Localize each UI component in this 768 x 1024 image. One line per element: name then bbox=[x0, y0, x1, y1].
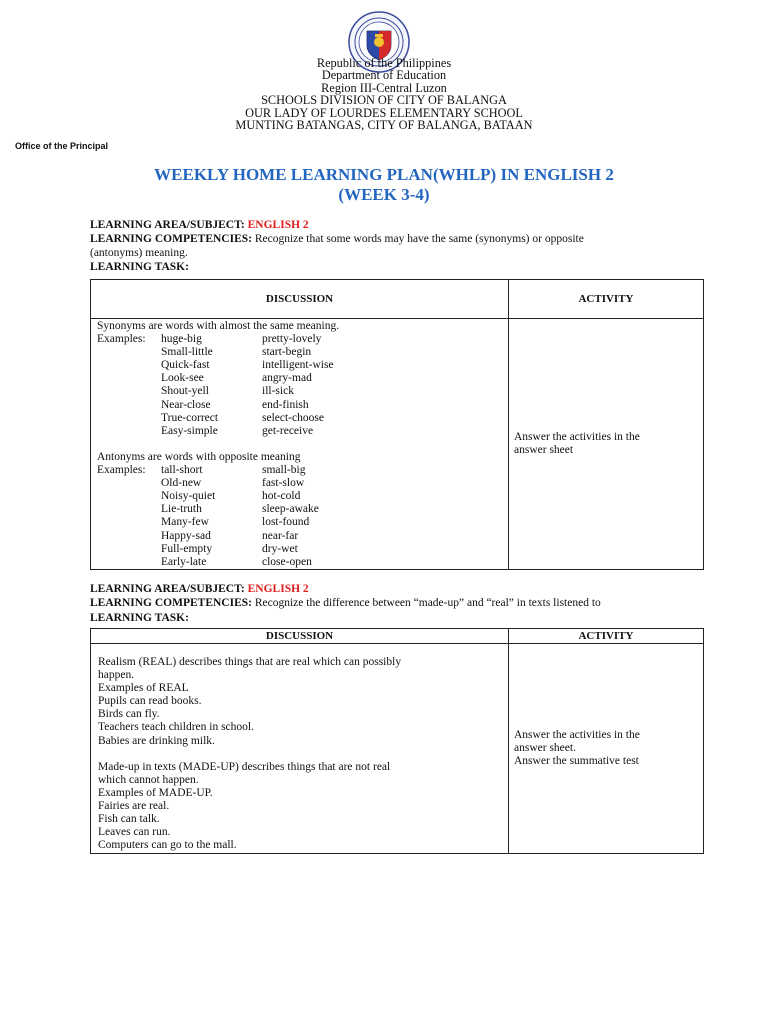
section1-task bbox=[90, 261, 768, 274]
competency-text: Recognize that some words may have the same (synonyms) or opposite bbox=[254, 233, 584, 245]
word-pair-right: dry-wet bbox=[262, 542, 298, 555]
discussion-line: Fairies are real. bbox=[98, 800, 170, 813]
header-line: MUNTING BATANGAS, CITY OF BALANGA, BATAAN bbox=[235, 118, 533, 133]
word-pair-left: Lie-truth bbox=[161, 503, 202, 516]
word-pair-left: Quick-fast bbox=[161, 359, 210, 372]
word-pair-left: Noisy-quiet bbox=[161, 490, 216, 503]
word-pair-left: Small-little bbox=[161, 346, 213, 359]
word-pair-right: ill-sick bbox=[262, 385, 294, 398]
word-pair-row bbox=[91, 425, 508, 438]
word-pair-left: Shout-yell bbox=[161, 385, 209, 398]
examples-label: Examples: bbox=[97, 464, 146, 477]
word-pair-row bbox=[91, 543, 508, 556]
activity-line: Answer the summative test bbox=[514, 755, 639, 767]
word-pair-row bbox=[91, 530, 508, 543]
discussion-header: DISCUSSION bbox=[91, 629, 509, 644]
word-pair-right: near-far bbox=[262, 529, 299, 542]
discussion-line: Pupils can read books. bbox=[98, 695, 202, 708]
activity-line: answer sheet bbox=[514, 443, 574, 456]
discussion-line: Fish can talk. bbox=[98, 813, 160, 826]
activity-line: answer sheet. bbox=[514, 742, 576, 754]
word-pair-row bbox=[91, 503, 508, 516]
discussion-line: Realism (REAL) describes things that are real which can possibly bbox=[98, 656, 402, 668]
header-line: Region III-Central Luzon bbox=[321, 80, 447, 95]
word-pair-left: Easy-simple bbox=[161, 424, 218, 437]
word-pair-right: start-begin bbox=[262, 346, 312, 359]
word-pair-left: huge-big bbox=[161, 333, 202, 346]
section1-area bbox=[90, 219, 768, 232]
word-pair-right: lost-found bbox=[262, 516, 310, 529]
antonyms-list bbox=[91, 464, 508, 569]
office-label: Office of the Principal bbox=[15, 141, 109, 151]
word-pair-row bbox=[91, 464, 508, 477]
section1-competency bbox=[90, 233, 768, 246]
discussion-header: DISCUSSION bbox=[91, 280, 509, 319]
word-pair-left: True-correct bbox=[161, 411, 219, 424]
discussion-line: Examples of REAL bbox=[98, 682, 189, 695]
activity-line: Answer the activities in the bbox=[514, 430, 640, 443]
word-pair-row bbox=[91, 399, 508, 412]
synonyms-list bbox=[91, 333, 508, 438]
word-pair-right: hot-cold bbox=[262, 490, 301, 503]
word-pair-right: angry-mad bbox=[262, 372, 312, 385]
antonyms-intro: Antonyms are words with opposite meaning bbox=[97, 450, 301, 463]
word-pair-row bbox=[91, 477, 508, 490]
competency-label: LEARNING COMPETENCIES: bbox=[90, 597, 252, 609]
word-pair-left: Many-few bbox=[161, 516, 209, 529]
area-value: ENGLISH 2 bbox=[247, 219, 309, 231]
school-header bbox=[0, 57, 768, 131]
discussion-line: Teachers teach children in school. bbox=[98, 721, 254, 734]
word-pair-left: Happy-sad bbox=[161, 529, 211, 542]
word-pair-right: select-choose bbox=[262, 411, 324, 424]
page-title bbox=[0, 165, 768, 205]
word-pair-left: Near-close bbox=[161, 398, 211, 411]
word-pair-left: Full-empty bbox=[161, 542, 213, 555]
section2-area bbox=[90, 583, 768, 596]
synonyms-intro: Synonyms are words with almost the same meaning. bbox=[97, 320, 340, 332]
discussion-line: Babies are drinking milk. bbox=[98, 734, 215, 747]
activity-cell bbox=[509, 319, 704, 570]
task-label: LEARNING TASK: bbox=[90, 261, 189, 273]
word-pair-right: close-open bbox=[262, 555, 312, 568]
word-pair-left: Early-late bbox=[161, 555, 207, 568]
word-pair-row bbox=[91, 359, 508, 372]
discussion-line: happen. bbox=[98, 669, 135, 682]
section2-competency bbox=[90, 597, 768, 610]
word-pair-row bbox=[91, 412, 508, 425]
section2-task bbox=[90, 612, 768, 625]
activity-cell bbox=[509, 644, 704, 854]
word-pair-left: Old-new bbox=[161, 477, 202, 490]
word-pair-left: Look-see bbox=[161, 372, 204, 385]
word-pair-row bbox=[91, 490, 508, 503]
discussion-lines bbox=[98, 656, 508, 852]
header-line: Republic of the Philippines bbox=[316, 56, 452, 70]
activity-header: ACTIVITY bbox=[509, 629, 704, 644]
competency-text: Recognize the difference between “made-up” and “real” in texts listened to bbox=[254, 597, 601, 609]
word-pair-right: small-big bbox=[262, 464, 306, 477]
word-pair-row bbox=[91, 556, 508, 569]
discussion-line: Examples of MADE-UP. bbox=[98, 786, 213, 799]
word-pair-row bbox=[91, 346, 508, 359]
discussion-line: Leaves can run. bbox=[98, 826, 171, 839]
examples-label: Examples: bbox=[97, 333, 146, 346]
discussion-line bbox=[98, 748, 508, 761]
discussion-cell bbox=[91, 644, 509, 854]
word-pair-right: intelligent-wise bbox=[262, 359, 334, 372]
word-pair-row bbox=[91, 516, 508, 529]
discussion-line: Made-up in texts (MADE-UP) describes things that are not real bbox=[98, 760, 391, 773]
word-pair-right: sleep-awake bbox=[262, 503, 319, 516]
synonyms-antonyms-table bbox=[90, 279, 704, 570]
title-line-1: WEEKLY HOME LEARNING PLAN(WHLP) IN ENGLISH 2 bbox=[154, 165, 614, 184]
word-pair-right: fast-slow bbox=[262, 477, 305, 490]
discussion-cell bbox=[91, 319, 509, 570]
title-line-2: (WEEK 3-4) bbox=[338, 185, 430, 204]
competency-label: LEARNING COMPETENCIES: bbox=[90, 233, 252, 245]
discussion-line: Birds can fly. bbox=[98, 708, 160, 721]
activity-header: ACTIVITY bbox=[509, 280, 704, 319]
section1-competency-cont: (antonyms) meaning. bbox=[90, 247, 188, 259]
word-pair-row bbox=[91, 372, 508, 385]
word-pair-right: end-finish bbox=[262, 398, 309, 411]
area-value: ENGLISH 2 bbox=[247, 583, 309, 595]
discussion-line: which cannot happen. bbox=[98, 773, 199, 786]
discussion-line: Computers can go to the mall. bbox=[98, 839, 237, 852]
word-pair-row bbox=[91, 333, 508, 346]
header-line: SCHOOLS DIVISION OF CITY OF BALANGA bbox=[261, 93, 507, 108]
real-madeup-table bbox=[90, 628, 704, 854]
area-label: LEARNING AREA/SUBJECT: bbox=[90, 219, 245, 231]
area-label: LEARNING AREA/SUBJECT: bbox=[90, 583, 245, 595]
word-pair-row bbox=[91, 385, 508, 398]
word-pair-right: get-receive bbox=[262, 424, 314, 437]
task-label: LEARNING TASK: bbox=[90, 612, 189, 624]
header-line: Department of Education bbox=[321, 68, 447, 83]
word-pair-right: pretty-lovely bbox=[262, 333, 322, 346]
word-pair-left: tall-short bbox=[161, 464, 203, 477]
header-line: OUR LADY OF LOURDES ELEMENTARY SCHOOL bbox=[245, 105, 523, 120]
activity-line: Answer the activities in the bbox=[514, 729, 640, 741]
